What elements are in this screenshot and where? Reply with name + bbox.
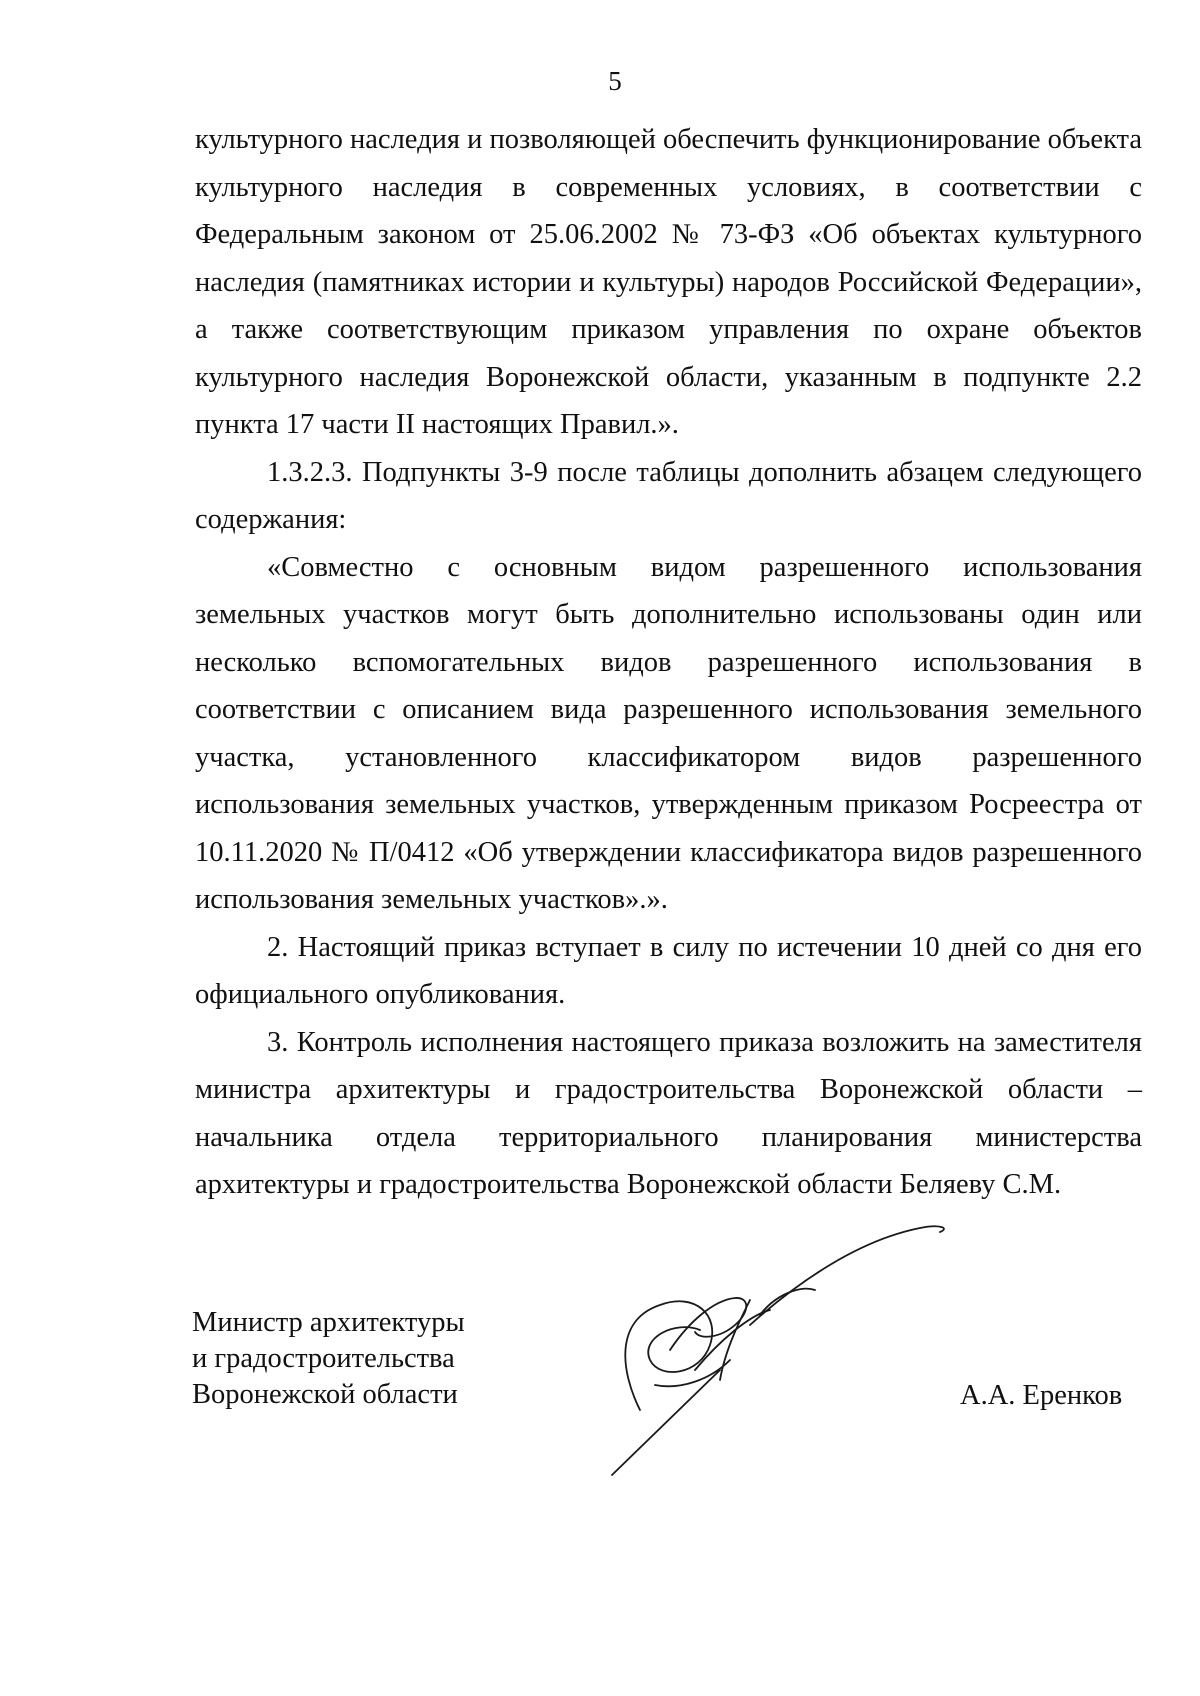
paragraph-continuation: культурного наследия и позволяющей обеспечить функционирование объекта культурного наследия в современных условиях, в соответствии с Федеральным законом от 25.06.2002 № 73-ФЗ «Об объектах культурного наследия (памятниках истории и культуры) народов Российской Федерации», а также соответствующим приказом управления по охране объектов культурного наследия Воронежской области, указанным в подпункте 2.2 пункта 17 части II настоящих Правил.».	[195, 124, 1142, 440]
paragraph-2-effective-date: 2. Настоящий приказ вступает в силу по истечении 10 дней со дня его официального опубликования.	[195, 931, 1142, 1010]
signatory-position	[192, 1305, 465, 1413]
document-body	[195, 116, 1142, 1209]
signer-name: А.А. Еренков	[960, 1380, 1123, 1411]
page-number: 5	[608, 66, 622, 96]
handwritten-signature-icon	[600, 1220, 980, 1490]
position-line: Министр архитектуры	[192, 1307, 465, 1338]
paragraph-3-control: 3. Контроль исполнения настоящего приказа возложить на заместителя министра архитектуры и градостроительства Воронежской области – начальника отдела территориального планирования министерства архитектуры и градостроительства Воронежской области Беляеву С.М.	[195, 1026, 1142, 1200]
paragraph-quoted-addition: «Совместно с основным видом разрешенного использования земельных участков могут быть дополнительно использованы один или несколько вспомогательных видов разрешенного использования в соответствии с описанием вида разрешенного использования земельного участка, установленного классификатором видов разрешенного использования земельных участков, утвержденным приказом Росреестра от 10.11.2020 № П/0412 «Об утверждении классификатора видов разрешенного использования земельных участков».».	[195, 551, 1142, 915]
paragraph-1-3-2-3: 1.3.2.3. Подпункты 3-9 после таблицы дополнить абзацем следующего содержания:	[195, 456, 1142, 535]
position-line: и градостроительства	[192, 1343, 455, 1374]
position-line: Воронежской области	[192, 1379, 458, 1410]
